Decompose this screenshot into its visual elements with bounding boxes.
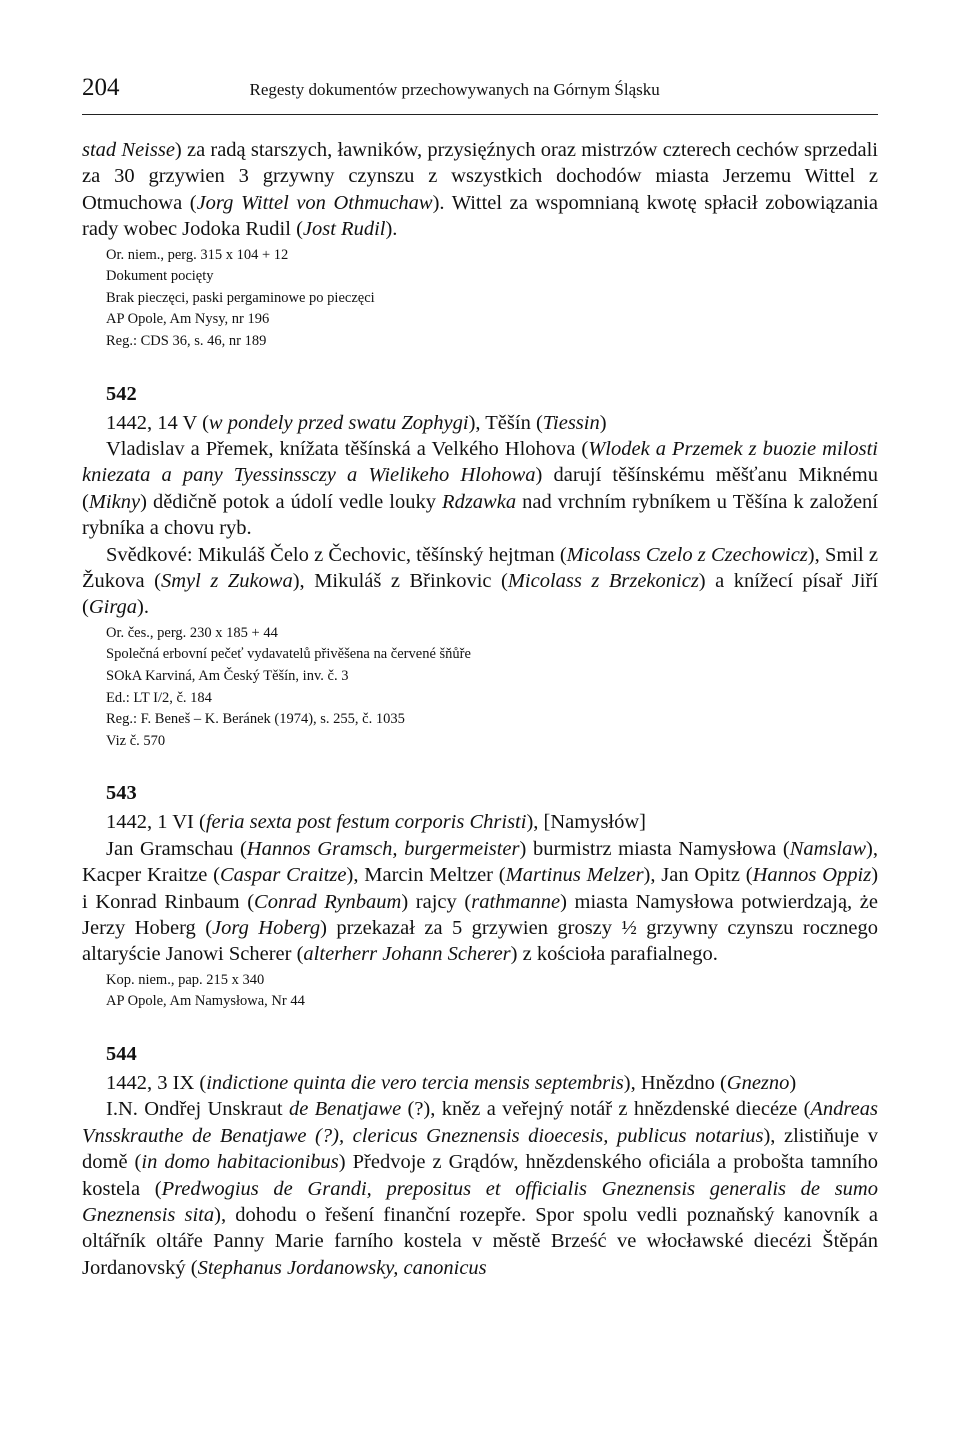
italic-text: Gnezno [726, 1072, 790, 1095]
text-run: 1442, 3 IX ( [106, 1072, 207, 1095]
text-run: ) Předvoje z Grądów, hnězdenského oficiála a probošta tamního kostela ( [82, 1151, 878, 1200]
text-run: 1442, 1 VI ( [106, 811, 206, 834]
page-header [82, 74, 878, 115]
text-run: Jan Gramschau ( [106, 837, 247, 860]
text-run: ), zlistiňuje v domě ( [82, 1124, 878, 1174]
italic-text: de Benatjawe [288, 1098, 402, 1121]
archival-note: Dokument pocięty [106, 268, 214, 285]
italic-text: Caspar Craitze [219, 864, 347, 887]
italic-text: Girga [88, 596, 138, 619]
entry-number: 543 [106, 782, 137, 805]
entry-notes [106, 970, 878, 1013]
archival-note: Reg.: CDS 36, s. 46, nr 189 [106, 333, 267, 349]
text-run: ), Marcin Meltzer ( [346, 864, 506, 887]
italic-text: Andreas Vnsskrauthe de Benatjawe (?), clericus Gneznensis dioecesis, publicus notarius [82, 1098, 878, 1147]
text-run: ), Hnězdno ( [623, 1072, 727, 1095]
text-run: ). [137, 596, 149, 619]
italic-text: Micolass Czelo z Czechowicz [566, 543, 808, 566]
italic-text: stad Neisse [82, 139, 175, 161]
entry-number: 542 [106, 382, 137, 405]
text-run: (?), kněz a veřejný notář z hnězdenské diecéze ( [401, 1098, 811, 1121]
italic-text: indictione quinta die vero tercia mensis septembris [206, 1072, 624, 1095]
italic-text: Namslaw [789, 837, 867, 860]
italic-text: rathmanne [471, 890, 561, 913]
text-run: ), [Namysłów] [526, 811, 647, 834]
italic-text: Mikny [88, 490, 141, 513]
text-run: ), Těšín ( [468, 411, 543, 434]
text-run: ). [385, 218, 398, 241]
italic-text: Predwogius de Grandi, prepositus et officialis Gneznensis generalis de sumo Gneznensis sita [82, 1177, 878, 1227]
italic-text: Martinus Melzer [505, 864, 644, 887]
entry-paragraph [82, 836, 878, 968]
italic-text: Jost Rudil [302, 218, 386, 241]
italic-text: Hannos Gramsch, burgermeister [246, 837, 520, 860]
text-run: ) za radą starszych, ławników, przysięźnych oraz mistrzów czterech cechów sprzedali za 30 grzywien 3 grzywny czynszu z wszystkich dochodów miasta Jerzemu Wittel z Otmuchowa ( [82, 139, 878, 214]
text-run: Vladislav a Přemek, knížata těšínská a Velkého Hlohova ( [106, 438, 589, 460]
italic-text: Smyl z Zukowa [160, 570, 293, 593]
text-run: 1442, 14 V ( [106, 411, 209, 434]
text-run: ) [599, 411, 607, 434]
page-number: 204 [82, 74, 120, 101]
italic-text: Stephanus Jordanowsky, canonicus [197, 1256, 487, 1279]
entry-paragraph [82, 1096, 878, 1281]
entry-date-line [82, 1070, 878, 1096]
text-run: ) przekazał za 5 grzywien groszy ½ grzywny czynszu rocznego altaryście Janowi Scherer ( [82, 917, 878, 966]
text-run: ), Smil z Žukova ( [82, 543, 878, 593]
entry-number: 544 [106, 1043, 137, 1066]
text-run: ) i Konrad Rinbaum ( [82, 864, 879, 913]
entry-date-line [82, 410, 878, 436]
document-page [82, 74, 878, 1281]
text-run: ) rajcy ( [401, 890, 472, 913]
italic-text: Hannos Oppiz [752, 864, 872, 887]
text-run: ). Wittel za wspomnianą kwotę spłacił zobowiązania rady wobec Jodoka Rudil ( [82, 191, 878, 241]
text-run: ) z kościoła parafialnego. [510, 943, 718, 966]
italic-text: w pondely przed swatu Zophygi [208, 411, 469, 434]
entry-date-line [82, 809, 878, 835]
entry-notes [106, 623, 878, 753]
archival-note: Kop. niem., pap. 215 x 340 [106, 971, 265, 988]
archival-note: AP Opole, Am Nysy, nr 196 [106, 311, 270, 328]
archival-note: Ed.: LT I/2, č. 184 [106, 689, 212, 706]
italic-text: alterherr Johann Scherer [303, 943, 511, 966]
text-run: ), Kacper Kraitze ( [82, 837, 878, 887]
entry-543 [82, 782, 878, 1013]
text-run: ), Jan Opitz ( [643, 864, 753, 887]
document-body [82, 137, 878, 1281]
intro-paragraph [82, 137, 878, 243]
text-run: ), Mikuláš z Břinkovic ( [292, 570, 508, 593]
text-run: ) miasta Namysłowa potwierdzają, że Jerzy Hoberg ( [82, 890, 878, 940]
text-run: Svědkové: Mikuláš Čelo z Čechovic, těšínský hejtman ( [106, 543, 567, 566]
text-run: nad vrchním rybníkem u Těšína k založení rybníka a chovu ryb. [82, 490, 879, 540]
entry-542 [82, 383, 878, 753]
text-run: I.N. Ondřej Unskraut [106, 1098, 289, 1121]
archival-note: Reg.: F. Beneš – K. Beránek (1974), s. 255, č. 1035 [106, 711, 405, 728]
intro-notes [106, 245, 878, 353]
italic-text: Tiessin [542, 411, 600, 434]
archival-note: Or. čes., perg. 230 x 185 + 44 [106, 624, 278, 641]
text-run: ) darují těšínskému měšťanu Miknému ( [82, 464, 879, 513]
entry-paragraph [82, 542, 878, 621]
italic-text: feria sexta post festum corporis Christi [205, 811, 527, 834]
italic-text: Jorg Wittel von Othmuchaw [196, 191, 433, 214]
italic-text: in domo habitacionibus [141, 1151, 339, 1174]
running-title: Regesty dokumentów przechowywanych na Górnym Śląsku [249, 80, 660, 99]
text-run: ), dohodu o řešení finanční rozepře. Spor spolu vedli poznaňský kanovník a oltářník oltáře Panny Marie farního kostela v městě Brześć ve włocławské diecézi Štěpán Jordanovský ( [82, 1204, 878, 1279]
text-run: ) a knížecí písař Jiří ( [82, 570, 878, 619]
archival-note: Společná erbovní pečeť vydavatelů přivěšena na červené šňůře [106, 646, 471, 663]
archival-note: Or. niem., perg. 315 x 104 + 12 [106, 246, 289, 263]
archival-note: Brak pieczęci, paski pergaminowe po pieczęci [106, 289, 375, 306]
archival-note: AP Opole, Am Namysłowa, Nr 44 [106, 993, 305, 1010]
entry-544 [82, 1043, 878, 1281]
text-run: ) [789, 1072, 797, 1095]
italic-text: Wlodek a Przemek z buozie milosti kniezata a pany Tyessinssczy a Wielikeho Hlohowa [82, 438, 878, 487]
entry-paragraph [82, 436, 878, 542]
italic-text: Rdzawka [442, 490, 517, 513]
italic-text: Conrad Rynbaum [254, 890, 402, 913]
text-run: ) burmistrz miasta Namysłowa ( [519, 837, 790, 860]
italic-text: Micolass z Brzekonicz [507, 570, 699, 593]
archival-note: SOkA Karviná, Am Český Těšín, inv. č. 3 [106, 668, 349, 685]
archival-note: Viz č. 570 [106, 732, 166, 749]
text-run: ) dědičně potok a údolí vedle louky [140, 490, 443, 513]
italic-text: Jorg Hoberg [212, 917, 321, 940]
